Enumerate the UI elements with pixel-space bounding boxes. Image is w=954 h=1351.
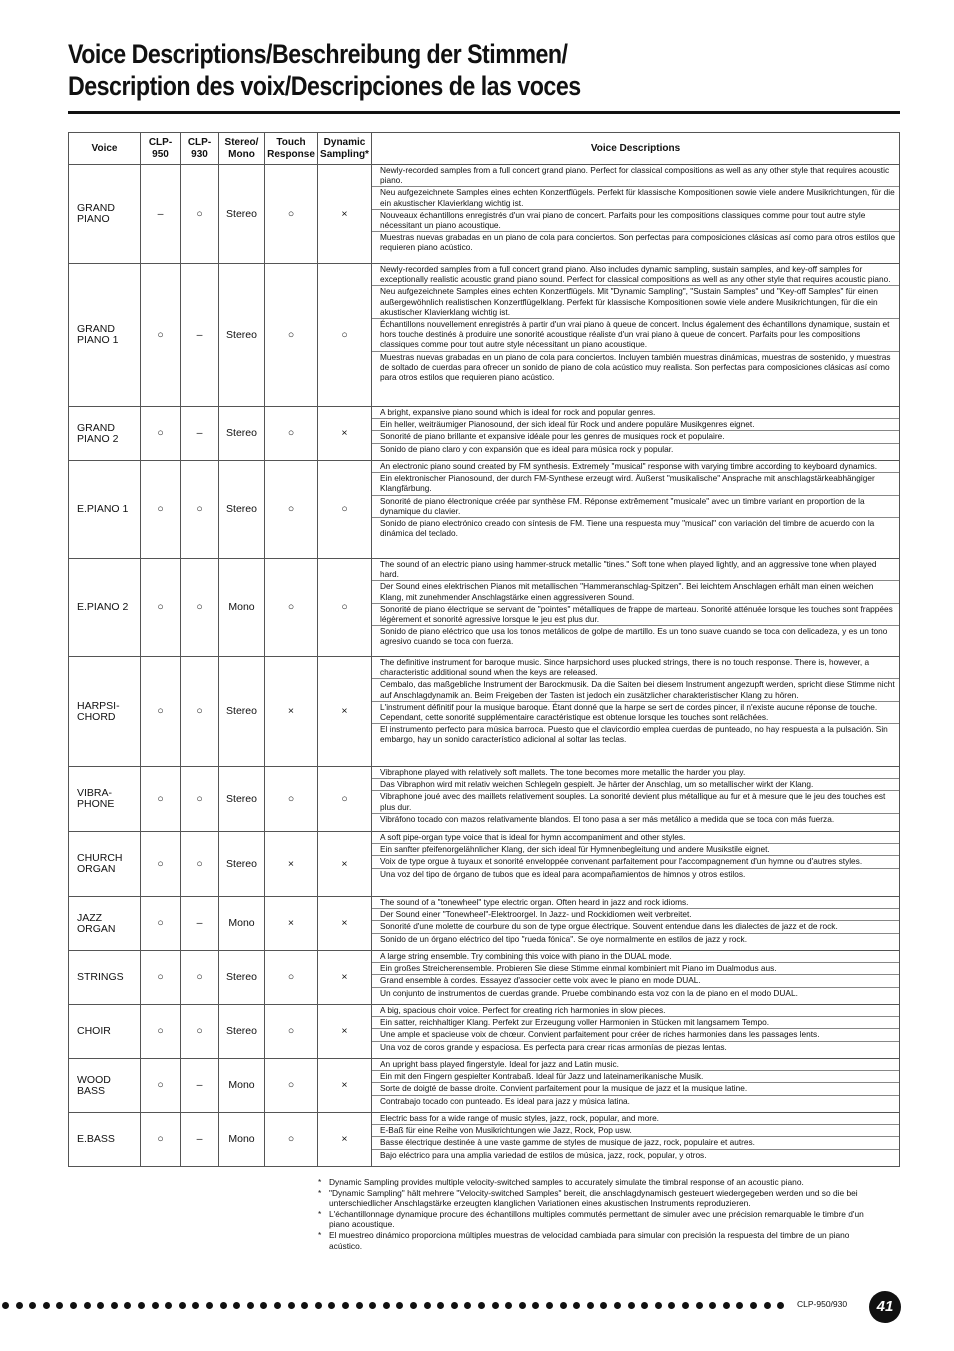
description-line: Sonido de piano electrónico creado con síntesis de FM. Tiene una respuesta muy "musical" con variación del timbre de acuerdo con la dinámica del teclado. <box>380 518 875 539</box>
leader-dot <box>356 1302 363 1309</box>
leader-dot <box>505 1302 512 1309</box>
footnote <box>318 1230 883 1251</box>
voice-name: GRAND PIANO <box>69 165 141 264</box>
touch-response-cell: ○ <box>265 1113 318 1167</box>
description-line: Ein heller, weiträumiger Pianosound, der sich ideal für Rock und andere populäre Musikgenres eignet. <box>372 419 899 431</box>
description-line: Sonido de piano eléctrico que usa los tonos metálicos de golpe de martillo. Es un tono suave cuando se toca con delicadeza, y es un tono agresivo cuando se toca con fuerza. <box>380 626 888 647</box>
stereo-mono-cell: Stereo <box>219 264 265 407</box>
dynamic-sampling-cell: × <box>318 165 372 264</box>
clp950-cell: ○ <box>141 1113 181 1167</box>
dynamic-sampling-cell: × <box>318 832 372 897</box>
leader-dot <box>192 1302 199 1309</box>
touch-response-cell: ○ <box>265 461 318 559</box>
leader-dot <box>206 1302 213 1309</box>
clp930-cell: ○ <box>181 832 219 897</box>
footnote-text: El muestreo dinámico proporciona múltiples muestras de velocidad cambiada para simular con precisión la respuesta del timbre de un piano acústico. <box>329 1229 850 1251</box>
touch-response-cell: ○ <box>265 767 318 832</box>
description-line: Voix de type orgue à tuyaux et sonorité enveloppée convenant parfaitement pour l'accompagnement d'un hymne ou d'autres styles. <box>372 856 899 868</box>
leader-dot <box>410 1302 417 1309</box>
dot-leader <box>0 1300 790 1312</box>
leader-dot <box>682 1302 689 1309</box>
header-voice: Voice <box>69 133 141 165</box>
leader-dot <box>396 1302 403 1309</box>
voice-name: E.BASS <box>69 1113 141 1167</box>
clp950-cell: ○ <box>141 1059 181 1113</box>
clp930-cell: ○ <box>181 559 219 657</box>
leader-dot <box>84 1302 91 1309</box>
dynamic-sampling-cell: ○ <box>318 559 372 657</box>
voice-description-cell <box>372 832 900 897</box>
voice-name: STRINGS <box>69 951 141 1005</box>
description-line: Cembalo, das maßgebliche Instrument der Barockmusik. Da die Saiten bei diesem Instrument angezupft werden, spricht diese Stimme nicht auf Anschlagdynamik an. Beim Freigeben der Tasten ist jedoch ein zusätzlicher charakteristischer Klang zu hören. <box>372 679 899 701</box>
leader-dot <box>315 1302 322 1309</box>
voice-description-cell <box>372 767 900 832</box>
clp950-cell: ○ <box>141 951 181 1005</box>
voice-description-cell <box>372 461 900 559</box>
description-line: Der Sound eines elektrischen Pianos mit metallischen "Hammeranschlag-Spitzen". Bei leichtem Anschlagen erhält man einen weichen Klang, mit zunehmender Anschlagstärke einen aggressiveren Sound. <box>372 581 899 603</box>
footnote-text: "Dynamic Sampling" hält mehrere "Velocity-switched Samples" bereit, die anschlagdynamisch gesteuert wiedergegeben werden und so die bei unterschiedlicher Anschlagstärke erzeugten klanglichen Variationen eines akustischen Instruments reproduzieren. <box>329 1187 858 1209</box>
voice-name: VIBRA- PHONE <box>69 767 141 832</box>
table-row <box>69 559 900 657</box>
description-line: E-Baß für eine Reihe von Musikrichtungen wie Jazz, Rock, Pop usw. <box>372 1125 899 1137</box>
voice-description-cell <box>372 897 900 951</box>
dynamic-sampling-cell: ○ <box>318 264 372 407</box>
stereo-mono-cell: Stereo <box>219 461 265 559</box>
leader-dot <box>723 1302 730 1309</box>
leader-dot <box>464 1302 471 1309</box>
leader-dot <box>573 1302 580 1309</box>
description-line: Der Sound einer "Tonewheel"-Elektroorgel. In Jazz- und Rockidiomen weit verbreitet. <box>372 909 899 921</box>
voice-description-cell <box>372 559 900 657</box>
description-line: Una voz del tipo de órgano de tubos que es ideal para acompañamientos de himnos y otros estilos. <box>380 868 746 879</box>
voice-description-cell <box>372 264 900 407</box>
leader-dot <box>43 1302 50 1309</box>
voice-name: WOOD BASS <box>69 1059 141 1113</box>
clp930-cell: – <box>181 1113 219 1167</box>
footnote <box>318 1188 883 1209</box>
description-line: Muestras nuevas grabadas en un piano de cola para conciertos. Son perfectas para composiciones clásicas así como para otros estilos que requieren piano acústico. <box>380 232 896 253</box>
description-line: Das Vibraphon wird mit relativ weichen Schlegeln gespielt. Je härter der Anschlag, um so metallischer wirkt der Klang. <box>372 779 899 791</box>
dynamic-sampling-cell: × <box>318 1059 372 1113</box>
dynamic-sampling-cell: × <box>318 1005 372 1059</box>
leader-dot <box>532 1302 539 1309</box>
stereo-mono-cell: Stereo <box>219 657 265 767</box>
voice-name: GRAND PIANO 1 <box>69 264 141 407</box>
clp950-cell: ○ <box>141 461 181 559</box>
clp950-cell: ○ <box>141 897 181 951</box>
leader-dot <box>668 1302 675 1309</box>
description-line: Ein sanfter pfeifenorgelähnlicher Klang, der sich ideal für Hymnenbegleitung und andere Musikstile eignet. <box>372 844 899 856</box>
description-line: Vibráfono tocado con mazos relativamente blandos. El tono pasa a ser más metálico a medida que se toca con más fuerza. <box>380 813 835 824</box>
leader-dot <box>478 1302 485 1309</box>
description-line: Electric bass for a wide range of music styles, jazz, rock, popular, and more. <box>372 1113 899 1125</box>
footnotes <box>318 1177 883 1251</box>
touch-response-cell: ○ <box>265 559 318 657</box>
touch-response-cell: ○ <box>265 951 318 1005</box>
table-row <box>69 1113 900 1167</box>
footnote <box>318 1209 883 1230</box>
table-row <box>69 832 900 897</box>
voice-name: CHURCH ORGAN <box>69 832 141 897</box>
asterisk: * <box>318 1208 322 1219</box>
description-line: A large string ensemble. Try combining this voice with piano in the DUAL mode. <box>372 951 899 963</box>
clp950-cell: ○ <box>141 559 181 657</box>
leader-dot <box>260 1302 267 1309</box>
table-header-row <box>69 133 900 165</box>
voice-name: JAZZ ORGAN <box>69 897 141 951</box>
clp930-cell: – <box>181 407 219 461</box>
voice-table <box>68 132 900 1167</box>
title-line-1: Voice Descriptions/Beschreibung der Stimmen/ <box>68 39 568 69</box>
table-row <box>69 657 900 767</box>
title-rule <box>68 111 900 114</box>
dynamic-sampling-cell: × <box>318 407 372 461</box>
table-row <box>69 461 900 559</box>
description-line: An electronic piano sound created by FM synthesis. Extremely "musical" response with varying timbre according to keyboard dynamics. <box>372 461 899 473</box>
table-row <box>69 264 900 407</box>
touch-response-cell: ○ <box>265 165 318 264</box>
description-line: Sonido de un órgano eléctrico del tipo "rueda fónica". Se oye normalmente en estilos de jazz y rock. <box>380 933 748 944</box>
description-line: Nouveaux échantillons enregistrés d'un vrai piano de concert. Parfaits pour les compositions classiques comme pour tout autre style nécessitant un piano acoustique. <box>372 210 899 232</box>
description-line: Contrabajo tocado con punteado. Es ideal para jazz y música latina. <box>380 1095 630 1106</box>
footnote-text: L'échantillonnage dynamique procure des échantillons multiples commutés permettant de simuler avec une précision remarquable le timbre d'un piano acoustique. <box>329 1208 864 1230</box>
leader-dot <box>152 1302 159 1309</box>
voice-description-cell <box>372 951 900 1005</box>
stereo-mono-cell: Stereo <box>219 951 265 1005</box>
touch-response-cell: × <box>265 657 318 767</box>
leader-dot <box>750 1302 757 1309</box>
leader-dot <box>369 1302 376 1309</box>
clp930-cell: – <box>181 1059 219 1113</box>
leader-dot <box>736 1302 743 1309</box>
stereo-mono-cell: Mono <box>219 1113 265 1167</box>
description-line: Un conjunto de instrumentos de cuerdas grande. Pruebe combinando esta voz con la de piano en el modo DUAL. <box>380 987 798 998</box>
leader-dot <box>628 1302 635 1309</box>
leader-dot <box>16 1302 23 1309</box>
model-name: CLP-950/930 <box>797 1299 848 1309</box>
description-line: Vibraphone played with relatively soft mallets. The tone becomes more metallic the harder you play. <box>372 767 899 779</box>
voice-name: GRAND PIANO 2 <box>69 407 141 461</box>
clp930-cell: ○ <box>181 1005 219 1059</box>
description-line: Newly-recorded samples from a full concert grand piano. Also includes dynamic sampling, sustain samples, and key-off samples for exceptionally realistic acoustic grand piano sound. Perfect for classical compositions as well as any other style that requires acoustic piano. <box>372 264 899 286</box>
header-touch-response: Touch Response <box>265 133 318 165</box>
touch-response-cell: × <box>265 832 318 897</box>
clp950-cell: ○ <box>141 832 181 897</box>
description-line: Ein großes Streicherensemble. Probieren Sie diese Stimme einmal kombiniert mit Piano im Dualmodus aus. <box>372 963 899 975</box>
description-line: Ein elektronischer Pianosound, der durch FM-Synthese erzeugt wird. Äußerst "musikalische" Ansprache mit anschlagstärkeabhängiger Klangfärbung. <box>372 473 899 495</box>
table-row <box>69 1059 900 1113</box>
leader-dot <box>70 1302 77 1309</box>
description-line: Una voz de coros grande y espaciosa. Es perfecta para crear ricas armonías de piezas lentas. <box>380 1041 727 1052</box>
stereo-mono-cell: Stereo <box>219 832 265 897</box>
description-line: Sonorité de piano électrique se servant de "pointes" métalliques de frappe de marteau. Sonorité atténuée lorsque les touches sont frappées légèrement et sonorité agressive lorsque le jeu est plus dur. <box>372 604 899 626</box>
clp930-cell: – <box>181 897 219 951</box>
asterisk: * <box>318 1187 322 1198</box>
voice-name: E.PIANO 2 <box>69 559 141 657</box>
clp930-cell: ○ <box>181 767 219 832</box>
description-line: Basse électrique destinée à une vaste gamme de styles de musique de jazz, rock, populaire et autres. <box>372 1137 899 1149</box>
stereo-mono-cell: Mono <box>219 559 265 657</box>
stereo-mono-cell: Mono <box>219 897 265 951</box>
header-stereo-mono: Stereo/ Mono <box>219 133 265 165</box>
leader-dot <box>437 1302 444 1309</box>
leader-dot <box>179 1302 186 1309</box>
leader-dot <box>220 1302 227 1309</box>
page-title <box>68 38 790 102</box>
dynamic-sampling-cell: ○ <box>318 461 372 559</box>
description-line: Neu aufgezeichnete Samples eines echten Konzertflügels. Perfekt für klassische Kompositionen sowie viele andere Musikrichtungen, für die ein akustischer Klavierklang wichtig ist. <box>372 187 899 209</box>
touch-response-cell: ○ <box>265 407 318 461</box>
touch-response-cell: ○ <box>265 1059 318 1113</box>
header-voice-descriptions: Voice Descriptions <box>372 133 900 165</box>
touch-response-cell: ○ <box>265 264 318 407</box>
table-row <box>69 1005 900 1059</box>
description-line: The sound of a "tonewheel" type electric organ. Often heard in jazz and rock idioms. <box>372 897 899 909</box>
leader-dot <box>111 1302 118 1309</box>
clp950-cell: ○ <box>141 657 181 767</box>
header-dynamic-sampling: Dynamic Sampling* <box>318 133 372 165</box>
clp950-cell: ○ <box>141 264 181 407</box>
stereo-mono-cell: Stereo <box>219 407 265 461</box>
description-line: Bajo eléctrico para una amplia variedad de estilos de música, jazz, rock, popular, y otros. <box>380 1149 707 1160</box>
clp930-cell: – <box>181 264 219 407</box>
clp930-cell: ○ <box>181 657 219 767</box>
description-line: L'instrument définitif pour la musique baroque. Étant donné que la harpe se sert de cordes pincer, il n'existe aucune réponse de touche. Cependant, cette sonorité supplémentaire caractéristique est obtenue lorsque les touches sont relâchées. <box>372 702 899 724</box>
description-line: An upright bass played fingerstyle. Ideal for jazz and Latin music. <box>372 1059 899 1071</box>
stereo-mono-cell: Stereo <box>219 1005 265 1059</box>
description-line: Muestras nuevas grabadas en un piano de cola para conciertos. Incluyen también muestras dinámicas, muestras de sostenido, y muestras de soltado de cuerdas para ofrecer un sonido de piano de cola acústico muy realista. Son perfectas para composiciones clásicas así como para otros estilos que requieren piano acústico. <box>380 351 891 383</box>
asterisk: * <box>318 1229 322 1240</box>
description-line: Ein mit den Fingern gespielter Kontrabaß. Ideal für Jazz und lateinamerikanische Musik. <box>372 1071 899 1083</box>
header-clp930: CLP- 930 <box>181 133 219 165</box>
footnote-text: Dynamic Sampling provides multiple velocity-switched samples to accurately simulate the timbral response of an acoustic piano. <box>329 1177 804 1187</box>
voice-description-cell <box>372 165 900 264</box>
table-row <box>69 165 900 264</box>
leader-dot <box>2 1302 9 1309</box>
footnote <box>318 1177 883 1188</box>
page-number-badge: 41 <box>869 1291 901 1323</box>
leader-dot <box>288 1302 295 1309</box>
leader-dot <box>492 1302 499 1309</box>
description-line: El instrumento perfecto para música barroca. Puesto que el clavicordio emplea cuerdas de punteado, no hay respuesta a la pulsación. Sin embargo, hay un sonido característico adicional al soltar las teclas. <box>380 724 888 745</box>
voice-name: CHOIR <box>69 1005 141 1059</box>
clp930-cell: ○ <box>181 461 219 559</box>
description-line: Grand ensemble à cordes. Essayez d'associer cette voix avec le piano en mode DUAL. <box>372 975 899 987</box>
leader-dot <box>342 1302 349 1309</box>
clp950-cell: ○ <box>141 1005 181 1059</box>
leader-dot <box>600 1302 607 1309</box>
description-line: Une ample et spacieuse voix de chœur. Convient parfaitement pour créer de riches harmonies dans les passages lents. <box>372 1029 899 1041</box>
voice-rows <box>69 165 900 1167</box>
table-row <box>69 407 900 461</box>
leader-dot <box>451 1302 458 1309</box>
leader-dot <box>274 1302 281 1309</box>
dynamic-sampling-cell: × <box>318 1113 372 1167</box>
touch-response-cell: × <box>265 897 318 951</box>
clp950-cell: – <box>141 165 181 264</box>
dynamic-sampling-cell: × <box>318 657 372 767</box>
leader-dot <box>29 1302 36 1309</box>
leader-dot <box>655 1302 662 1309</box>
leader-dot <box>546 1302 553 1309</box>
dynamic-sampling-cell: ○ <box>318 767 372 832</box>
stereo-mono-cell: Stereo <box>219 165 265 264</box>
leader-dot <box>247 1302 254 1309</box>
leader-dot <box>614 1302 621 1309</box>
leader-dot <box>709 1302 716 1309</box>
description-line: Neu aufgezeichnete Samples eines echten Konzertflügels. Mit "Dynamic Sampling", "Sustain Samples" und "Key-off Samples" für einen außergewöhnlich realistischen Konzertflügelklang. Perfekt für klassische Kompositionen sowie viele andere Musikrichtungen, für die ein akustischer Klavierklang wichtig ist. <box>372 286 899 319</box>
table-row <box>69 767 900 832</box>
voice-name: HARPSI- CHORD <box>69 657 141 767</box>
description-line: Sonorité de piano électronique créée par synthèse FM. Réponse extrêmement "musicale" avec un timbre variant en proportion de la dynamique du clavier. <box>372 496 899 518</box>
leader-dot <box>764 1302 771 1309</box>
table-row <box>69 897 900 951</box>
voice-description-cell <box>372 407 900 461</box>
description-line: Sorte de doigté de basse droite. Convient parfaitement pour la musique de jazz et la musique latine. <box>372 1083 899 1095</box>
clp950-cell: ○ <box>141 767 181 832</box>
voice-description-cell <box>372 657 900 767</box>
leader-dot <box>519 1302 526 1309</box>
clp950-cell: ○ <box>141 407 181 461</box>
description-line: Sonorité d'une molette de courbure du son de type orgue électrique. Souvent entendue dans les dialectes de jazz et de rock. <box>372 921 899 933</box>
leader-dot <box>696 1302 703 1309</box>
description-line: A soft pipe-organ type voice that is ideal for hymn accompaniment and other styles. <box>372 832 899 844</box>
leader-dot <box>383 1302 390 1309</box>
clp930-cell: ○ <box>181 951 219 1005</box>
stereo-mono-cell: Stereo <box>219 767 265 832</box>
voice-description-cell <box>372 1059 900 1113</box>
touch-response-cell: ○ <box>265 1005 318 1059</box>
leader-dot <box>424 1302 431 1309</box>
dynamic-sampling-cell: × <box>318 897 372 951</box>
clp930-cell: ○ <box>181 165 219 264</box>
leader-dot <box>124 1302 131 1309</box>
leader-dot <box>301 1302 308 1309</box>
description-line: Ein satter, reichhaltiger Klang. Perfekt zur Erzeugung voller Harmonien in Stücken mit langsamem Tempo. <box>372 1017 899 1029</box>
asterisk: * <box>318 1177 322 1187</box>
leader-dot <box>587 1302 594 1309</box>
voice-name: E.PIANO 1 <box>69 461 141 559</box>
description-line: Sonorité de piano brillante et expansive idéale pour les genres de musiques rock et populaire. <box>372 431 899 443</box>
description-line: The sound of an electric piano using hammer-struck metallic "tines." Soft tone when played lightly, and an aggressive tone when played hard. <box>372 559 899 581</box>
stereo-mono-cell: Mono <box>219 1059 265 1113</box>
description-line: A big, spacious choir voice. Perfect for creating rich harmonies in slow pieces. <box>372 1005 899 1017</box>
description-line: Vibraphone joué avec des maillets relativement souples. La sonorité devient plus métallique au fur et à mesure que le jeu des touches est plus dur. <box>372 791 899 813</box>
leader-dot <box>328 1302 335 1309</box>
description-line: Échantillons nouvellement enregistrés à partir d'un vrai piano à queue de concert. Inclus également des échantillons dynamique, sustain et hors touche destinés à produire une sonorité acoustique réaliste d'un vrai piano à queue de concert. Parfaits pour les compositions classiques comme pour tout autre style nécessitant un piano acoustique. <box>372 319 899 352</box>
leader-dot <box>138 1302 145 1309</box>
description-line: Sonido de piano claro y con expansión que es ideal para música rock y popular. <box>380 443 674 454</box>
header-clp950: CLP- 950 <box>141 133 181 165</box>
voice-description-cell <box>372 1113 900 1167</box>
description-line: Newly-recorded samples from a full concert grand piano. Perfect for classical compositions as well as any other style that requires acoustic piano. <box>372 165 899 187</box>
leader-dot <box>97 1302 104 1309</box>
leader-dot <box>56 1302 63 1309</box>
leader-dot <box>560 1302 567 1309</box>
table-row <box>69 951 900 1005</box>
leader-dot <box>641 1302 648 1309</box>
leader-dot <box>777 1302 784 1309</box>
voice-description-cell <box>372 1005 900 1059</box>
description-line: The definitive instrument for baroque music. Since harpsichord uses plucked strings, there is no touch response. There is, however, a characteristic additional sound when the keys are released. <box>372 657 899 679</box>
leader-dot <box>233 1302 240 1309</box>
dynamic-sampling-cell: × <box>318 951 372 1005</box>
leader-dot <box>165 1302 172 1309</box>
title-line-2: Description des voix/Descripciones de las voces <box>68 71 581 101</box>
description-line: A bright, expansive piano sound which is ideal for rock and popular genres. <box>372 407 899 419</box>
